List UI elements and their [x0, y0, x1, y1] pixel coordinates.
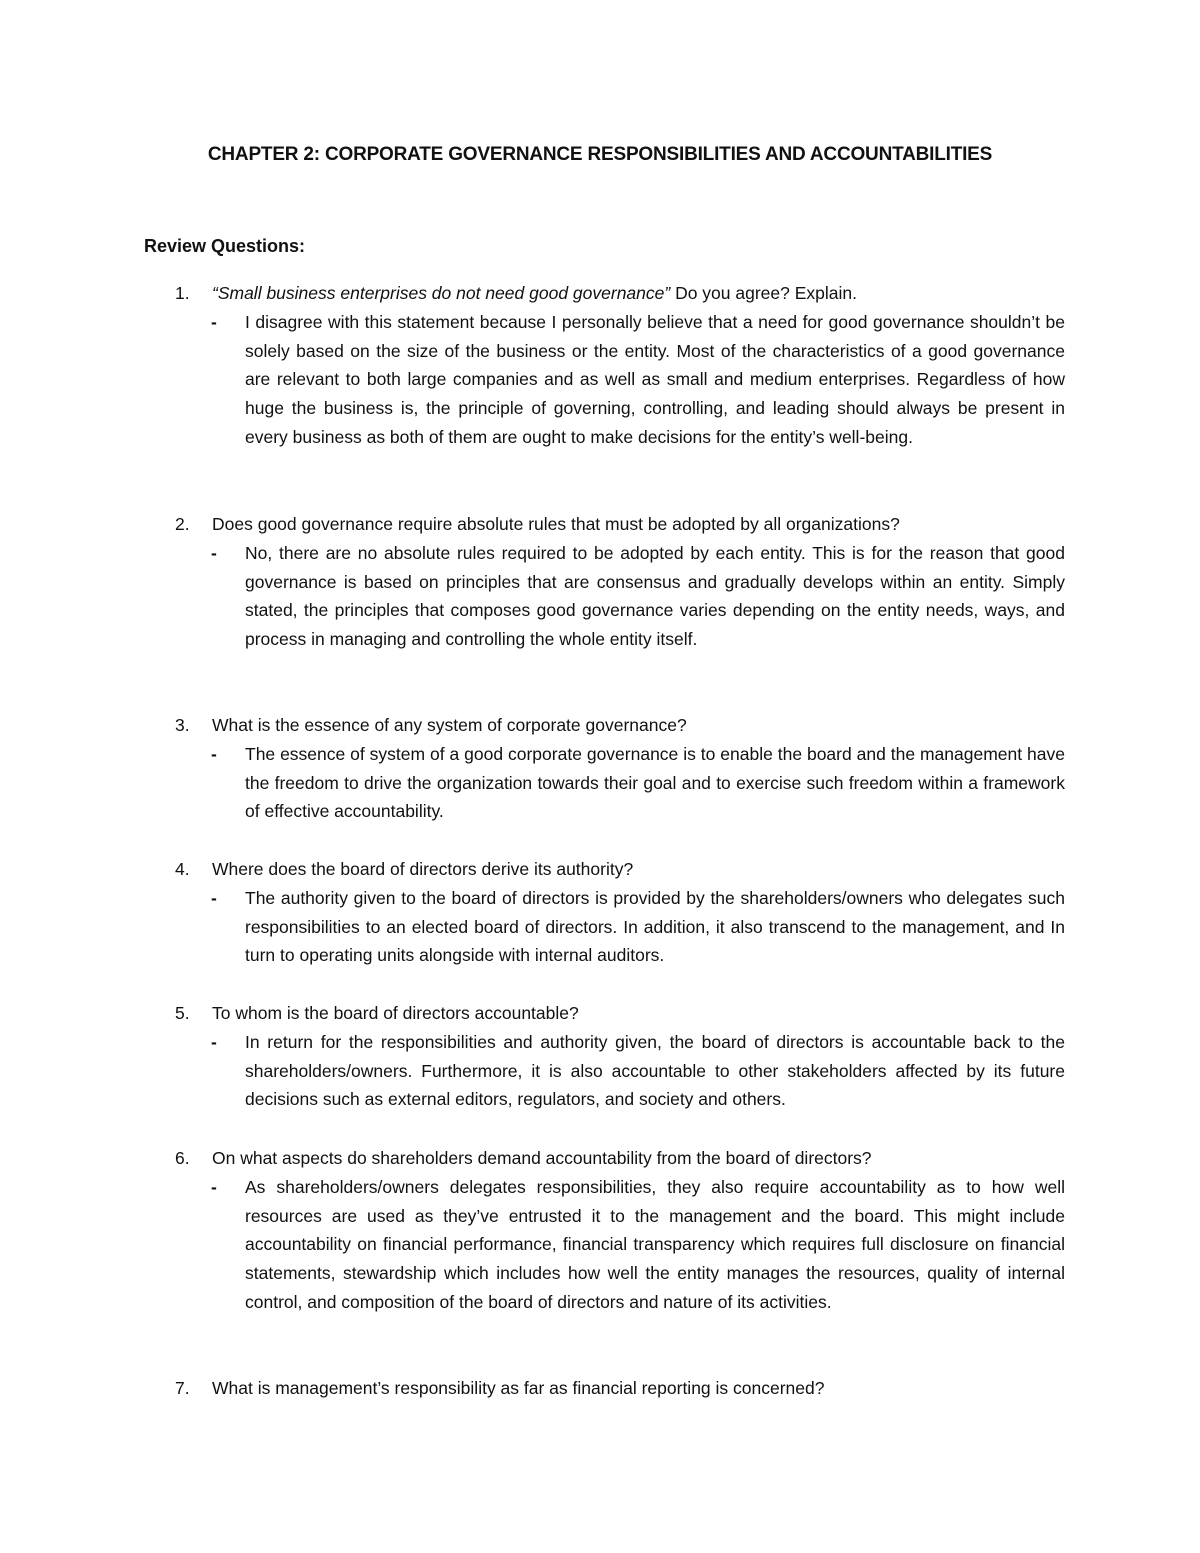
question-number: 3.	[175, 715, 190, 735]
dash-bullet: -	[211, 542, 217, 563]
question-item	[175, 1374, 1065, 1403]
answer-text	[211, 539, 1065, 654]
question-prompt: Do you agree? Explain.	[670, 283, 857, 303]
question-text: On what aspects do shareholders demand accountability from the board of directors?	[212, 1148, 872, 1168]
answer-text	[211, 884, 1065, 970]
question-text: What is the essence of any system of corporate governance?	[212, 715, 687, 735]
question-text: What is management’s responsibility as far as financial reporting is concerned?	[212, 1378, 825, 1398]
dash-bullet: -	[211, 1031, 217, 1052]
answer-body: The authority given to the board of directors is provided by the shareholders/owners who delegates such responsibilities to an elected board of directors. In addition, it also transcend to the management, and In turn to operating units alongside with internal auditors.	[245, 887, 1065, 966]
question-item	[175, 855, 1065, 970]
question-quote: “Small business enterprises do not need good governance”	[212, 283, 671, 303]
question-item	[175, 1144, 1065, 1317]
answer-body: As shareholders/owners delegates responsibilities, they also require accountability as to how well resources are used as they’ve entrusted it to the management and the board. This might include accountability on financial performance, financial transparency which requires full disclosure on financial statements, stewardship which includes how well the entity manages the resources, quality of internal control, and composition of the board of directors and nature of its activities.	[245, 1176, 1065, 1312]
question-text	[212, 279, 1065, 308]
question-number: 5.	[175, 1003, 190, 1023]
question-text: To whom is the board of directors accountable?	[212, 1003, 579, 1023]
question-number: 2.	[175, 514, 190, 534]
answer-body: I disagree with this statement because I personally believe that a need for good governance shouldn’t be solely based on the size of the business or the entity. Most of the characteristics of a good governance are relevant to both large companies and as well as small and medium enterprises. Regardless of how huge the business is, the principle of governing, controlling, and leading should always be present in every business as both of them are ought to make decisions for the entity’s well-being.	[245, 311, 1065, 447]
dash-bullet: -	[211, 743, 217, 764]
answer-body: In return for the responsibilities and authority given, the board of directors is accountable back to the shareholders/owners. Furthermore, it is also accountable to other stakeholders affected by its future decisions such as external editors, regulators, and society and others.	[245, 1031, 1065, 1110]
question-item	[175, 999, 1065, 1114]
answer-body: The essence of system of a good corporate governance is to enable the board and the management have the freedom to drive the organization towards their goal and to exercise such freedom within a framework of effective accountability.	[245, 743, 1065, 822]
question-item	[175, 279, 1065, 452]
question-text: Does good governance require absolute rules that must be adopted by all organizations?	[212, 514, 900, 534]
section-heading: Review Questions:	[144, 236, 306, 256]
question-number: 7.	[175, 1378, 190, 1398]
dash-bullet: -	[211, 887, 217, 908]
answer-text	[211, 1028, 1065, 1114]
dash-bullet: -	[211, 311, 217, 332]
chapter-title: CHAPTER 2: CORPORATE GOVERNANCE RESPONSIBILITIES AND ACCOUNTABILITIES	[207, 144, 993, 165]
question-text: Where does the board of directors derive its authority?	[212, 859, 634, 879]
dash-bullet: -	[211, 1176, 217, 1197]
question-number: 6.	[175, 1148, 190, 1168]
question-item	[175, 711, 1065, 826]
answer-text	[211, 740, 1065, 826]
answer-body: No, there are no absolute rules required to be adopted by each entity. This is for the reason that good governance is based on principles that are consensus and gradually develops within an entity. Simply stated, the principles that composes good governance varies depending on the entity needs, ways, and process in managing and controlling the whole entity itself.	[245, 542, 1065, 650]
question-item	[175, 510, 1065, 654]
answer-text	[211, 308, 1065, 452]
answer-text	[211, 1173, 1065, 1317]
question-number: 1.	[175, 283, 190, 303]
question-number: 4.	[175, 859, 190, 879]
